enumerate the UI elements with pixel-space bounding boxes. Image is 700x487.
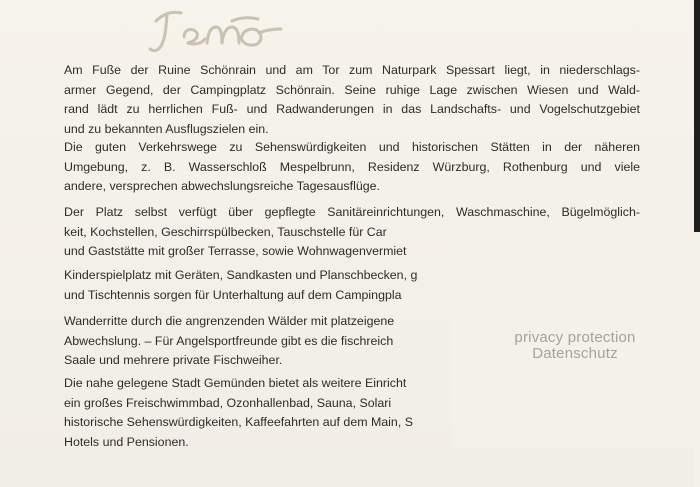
paragraph-line: Saale und mehrere private Fischweiher. — [64, 353, 283, 367]
paragraph-kids — [64, 266, 417, 305]
paragraph-line: Der Platz selbst verfügt über gepflegte Sanitäreinrichtungen, Waschmaschine, Bügelmöglich- — [64, 205, 640, 219]
privacy-watermark-line-1: privacy protection — [514, 329, 636, 346]
paragraph-line: andere, versprechen abwechslungsreiche Tagesausflüge. — [64, 179, 380, 193]
paragraph-line: Die guten Verkehrswege zu Sehenswürdigkeiten und historischen Stätten in der näheren — [64, 140, 640, 154]
paragraph-line: Abwechslung. – Für Angelsportfreunde gibt es die fischreich — [64, 333, 394, 348]
paragraph-hiking — [64, 312, 394, 371]
paragraph-line: Kinderspielplatz mit Geräten, Sandkasten und Planschbecken, g — [64, 268, 418, 282]
paragraph-line: rand lädt zu herrlichen Fuß- und Radwanderungen in das Landschafts- und Vogelschutzgebiet — [64, 102, 640, 116]
paragraph-line: Hotels und Pensionen. — [64, 434, 189, 449]
paragraph-intro — [64, 61, 640, 139]
paragraph-line: keit, Kochstellen, Geschirrspülbecken, Tauschstelle für Car — [64, 224, 387, 239]
right-edge-shadow — [694, 0, 700, 487]
privacy-watermark — [500, 330, 650, 362]
paragraph-town — [64, 374, 413, 452]
paragraph-line: Umgebung, z. B. Wasserschloß Mespelbrunn, Residenz Würzburg, Rothenburg und viele — [64, 159, 640, 174]
paragraph-line: Am Fuße der Ruine Schönrain und am Tor zum Naturpark Spessart liegt, in niederschlags- — [64, 63, 640, 77]
paragraph-line: ein großes Freischwimmbad, Ozonhallenbad, Sauna, Solari — [64, 395, 392, 410]
paragraph-line: armer Gegend, der Campingplatz Schönrain. Seine ruhige Lage zwischen Wiesen und Wald- — [64, 82, 640, 97]
privacy-watermark-line-2: Datenschutz — [532, 345, 618, 362]
paragraph-line: und Gaststätte mit großer Terrasse, sowie Wohnwagenvermiet — [64, 244, 407, 258]
paragraph-line: und Tischtennis sorgen für Unterhaltung auf dem Campingpla — [64, 287, 402, 302]
handwritten-signature — [138, 3, 318, 61]
paragraph-line: Die nahe gelegene Stadt Gemünden bietet als weitere Einricht — [64, 376, 407, 390]
paragraph-line: historische Sehenswürdigkeiten, Kaffeefahrten auf dem Main, S — [64, 415, 413, 429]
right-edge-gap — [694, 232, 700, 487]
paragraph-line: und zu bekannten Ausflugszielen ein. — [64, 121, 269, 136]
paragraph-line: Wanderritte durch die angrenzenden Wälder mit platzeigene — [64, 314, 395, 328]
paragraph-travel — [64, 138, 640, 197]
